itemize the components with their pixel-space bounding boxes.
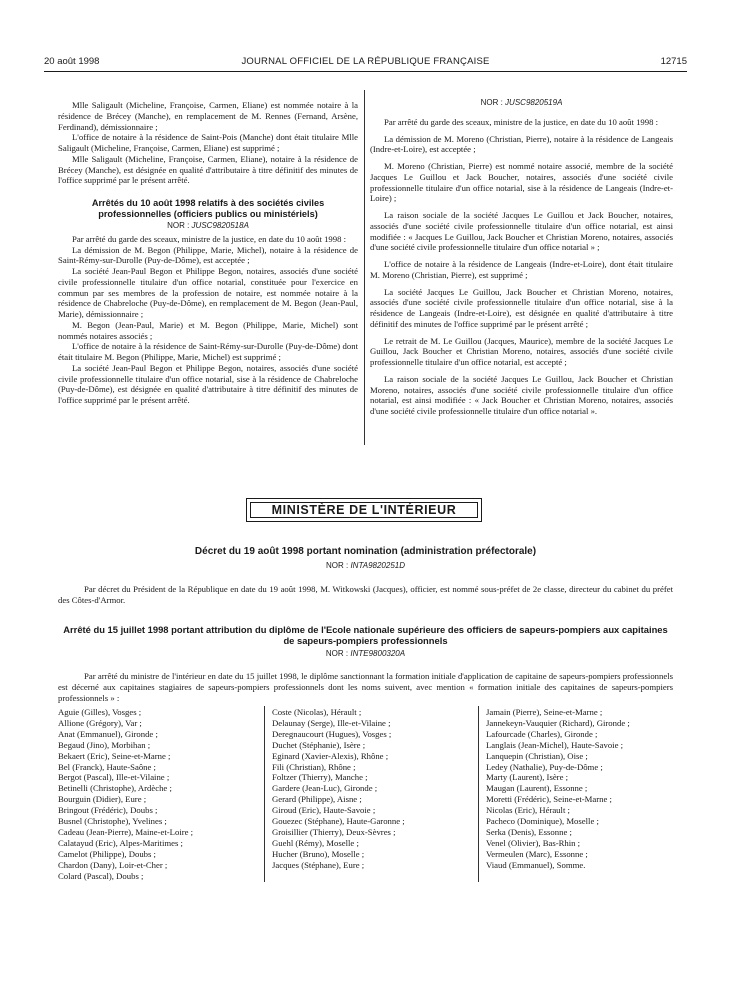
nor-code: JUSC9820518A: [191, 221, 249, 230]
paragraph: Mlle Saligault (Micheline, Françoise, Carmen, Eliane), notaire à la résidence de Brécey (Manche), est désignée en qualité d'attributaire à titre définitif des minutes de l'office supprimé par le présent arrêté.: [58, 153, 358, 186]
list-item: Giroud (Eric), Haute-Savoie ;: [272, 805, 376, 816]
paragraph: M. Moreno (Christian, Pierre) est nommé notaire associé, membre de la société Jacques Le Guillou et Jack Boucher, notaires, associés d'une société civile professionnelle titulaire d'un office notarial, sise à la résidence de Langeais (Indre-et-Loire) ;: [370, 161, 673, 204]
list-item: Anat (Emmanuel), Gironde ;: [58, 728, 158, 739]
list-item: Jannekeyn-Vauquier (Richard), Gironde ;: [486, 717, 630, 728]
header-date: 20 août 1998: [44, 56, 100, 67]
list-item: Jacques (Stéphane), Eure ;: [272, 859, 365, 870]
list-item: Langlais (Jean-Michel), Haute-Savoie ;: [486, 739, 624, 750]
list-item: Betinelli (Christophe), Ardèche ;: [58, 783, 172, 794]
list-item: Marty (Laurent), Isère ;: [486, 772, 569, 783]
nor-code: INTA9820251D: [350, 561, 406, 570]
arrete-text: [58, 671, 673, 704]
paragraph: Par décret du Président de la République en date du 19 août 1998, M. Witkowski (Jacques), officier, est nommé sous-préfet de 2e classe, directeur du cabinet du préfet des Côtes-d'Armor.: [58, 584, 673, 605]
list-item: Gardere (Jean-Luc), Gironde ;: [272, 783, 378, 794]
list-item: Moretti (Frédéric), Seine-et-Marne ;: [486, 794, 612, 805]
nor-label: NOR :: [325, 561, 349, 570]
list-item: Lanquepin (Christian), Oise ;: [486, 750, 588, 761]
list-item: Nicolas (Eric), Hérault ;: [486, 805, 570, 816]
journal-title: JOURNAL OFFICIEL DE LA RÉPUBLIQUE FRANÇAISE: [241, 56, 490, 67]
nor-label: NOR :: [480, 98, 503, 107]
list-item: Deregnaucourt (Hugues), Vosges ;: [272, 728, 392, 739]
list-item: Bergot (Pascal), Ille-et-Vilaine ;: [58, 772, 170, 783]
list-item: Jamain (Pierre), Seine-et-Marne ;: [486, 707, 603, 717]
list-item: Guehl (Rémy), Moselle ;: [272, 837, 359, 848]
list-item: Colard (Pascal), Doubs ;: [58, 870, 144, 881]
list-item: Aguie (Gilles), Vosges ;: [58, 707, 142, 717]
list-item: Bringout (Frédéric), Doubs ;: [58, 805, 158, 816]
list-item: Vermeulen (Marc), Essonne ;: [486, 848, 588, 859]
names-column-1: [58, 707, 248, 882]
names-divider: [478, 706, 479, 882]
list-item: Duchet (Stéphanie), Isère ;: [272, 739, 366, 750]
list-item: Camelot (Philippe), Doubs ;: [58, 848, 156, 859]
paragraph: Par arrêté du garde des sceaux, ministre de la justice, en date du 10 août 1998 :: [384, 116, 659, 127]
section-title: Arrêtés du 10 août 1998 relatifs à des sociétés civiles professionnelles (officiers publics ou ministériels): [91, 198, 325, 219]
page-number: 12715: [660, 56, 687, 67]
names-column-2: [272, 707, 462, 871]
paragraph: L'office de notaire à la résidence de Langeais (Indre-et-Loire), dont était titulaire M. Moreno (Christian, Pierre), est supprimé ;: [370, 259, 673, 280]
list-item: Bekaert (Eric), Seine-et-Marne ;: [58, 750, 171, 761]
names-column-3: [486, 707, 676, 871]
list-item: Cadeau (Jean-Pierre), Maine-et-Loire ;: [58, 826, 194, 837]
list-item: Pacheco (Dominique), Moselle ;: [486, 816, 599, 827]
paragraph: La raison sociale de la société Jacques Le Guillou, Jack Boucher et Christian Moreno, notaires, associés d'une société civile professionnelle titulaire d'un office notarial, est ainsi modifiée : « Jack Boucher et Christian Moreno, notaires, associés d'une société civile professionnelle titulaire d'un office notarial ».: [370, 373, 673, 416]
page-header: [44, 56, 687, 70]
paragraph: La société Jean-Paul Begon et Philippe Begon, notaires, associés d'une société civile professionnelle titulaire d'un office notarial, sise à la résidence de Chabreloche (Puy-de-Dôme), est désignée en qualité d'attributaire à titre définitif des minutes de l'office supprimé par le présent arrêté.: [58, 362, 358, 405]
paragraph: Le retrait de M. Le Guillou (Jacques, Maurice), membre de la société Jacques Le Guillou, Jack Boucher et Christian Moreno, notaires, associés d'une société civile professionnelle titulaire d'un office notarial, est accepté ;: [370, 335, 673, 367]
decret-title: Décret du 19 août 1998 portant nomination (administration préfectorale): [194, 546, 537, 557]
list-item: Busnel (Christophe), Yvelines ;: [58, 816, 167, 827]
list-item: Hucher (Bruno), Moselle ;: [272, 848, 365, 859]
list-item: Allione (Grégory), Var ;: [58, 717, 142, 728]
nor-reference: [58, 221, 358, 232]
list-item: Ledey (Nathalie), Puy-de-Dôme ;: [486, 761, 603, 772]
list-item: Viaud (Emmanuel), Somme.: [486, 859, 586, 870]
left-column: [58, 100, 358, 406]
nor-label: NOR :: [167, 221, 190, 230]
list-item: Serka (Denis), Essonne ;: [486, 826, 572, 837]
list-item: Foltzer (Thierry), Manche ;: [272, 772, 368, 783]
paragraph: Par arrêté du ministre de l'intérieur en date du 15 juillet 1998, le diplôme sanctionnant la formation initiale d'application de capitaine de sapeurs-pompiers professionnels est décerné aux capitaines stagiaires de sapeurs-pompiers professionnels dont les noms suivent, avec mention « formation initiale des capitaines de sapeurs-pompiers professionnels » :: [58, 671, 673, 703]
right-column: [370, 97, 673, 423]
ministry-title: MINISTÈRE DE L'INTÉRIEUR: [250, 502, 478, 518]
paragraph: M. Begon (Jean-Paul, Marie) et M. Begon (Philippe, Marie, Michel) sont nommés notaires associés ;: [58, 319, 358, 341]
nor-reference: [58, 561, 673, 570]
decret-text: [58, 584, 673, 606]
list-item: Delaunay (Serge), Ille-et-Vilaine ;: [272, 717, 391, 728]
list-item: Calatayud (Eric), Alpes-Maritimes ;: [58, 837, 183, 848]
nor-code: JUSC9820519A: [505, 98, 563, 107]
list-item: Maugan (Laurent), Essonne ;: [486, 783, 588, 794]
paragraph: L'office de notaire à la résidence de Saint-Rémy-sur-Durolle (Puy-de-Dôme) dont était titulaire M. Begon (Philippe, Marie, Michel) est supprimé ;: [58, 341, 358, 362]
list-item: Eginard (Xavier-Alexis), Rhône ;: [272, 750, 389, 761]
list-item: Venel (Olivier), Bas-Rhin ;: [486, 837, 581, 848]
paragraph: La raison sociale de la société Jacques Le Guillou et Jack Boucher, notaires, associés d'une société civile professionnelle titulaire d'un office notarial, est ainsi modifiée : « Jacques Le Guillou, Jack Boucher et Christian Moreno, notaires, associés d'une société civile professionnelle titulaire d'un office notarial » ;: [370, 210, 673, 253]
paragraph: La démission de M. Moreno (Christian, Pierre), notaire à la résidence de Langeais (Indre-et-Loire), est acceptée ;: [370, 133, 673, 155]
list-item: Bourguin (Didier), Eure ;: [58, 794, 147, 805]
paragraph: La société Jacques Le Guillou, Jack Boucher et Christian Moreno, notaires, associés d'une société civile professionnelle titulaire d'un office notarial, sise à la résidence de Langeais (Indre-et-Loire), est désignée en qualité d'attributaire à titre définitif des minutes de l'office supprimé par le présent arrêté ;: [370, 286, 673, 329]
nor-reference: [58, 649, 673, 658]
nor-code: INTE9800320A: [350, 649, 406, 658]
ministry-heading-box: [246, 498, 482, 522]
list-item: Fili (Christian), Rhône ;: [272, 761, 356, 772]
list-item: Begaud (Jino), Morbihan ;: [58, 739, 151, 750]
paragraph: L'office de notaire à la résidence de Saint-Pois (Manche) dont était titulaire Mlle Saligault (Micheline, Françoise, Carmen, Eliane) est supprimé ;: [58, 132, 358, 153]
list-item: Groisillier (Thierry), Deux-Sèvres ;: [272, 826, 396, 837]
nor-label: NOR :: [325, 649, 349, 658]
list-item: Gerard (Philippe), Aisne ;: [272, 794, 362, 805]
paragraph: La société Jean-Paul Begon et Philippe Begon, notaires, associés d'une société civile professionnelle titulaire d'un office notarial, constituée pour l'exercice en commun par ses membres de la profession de notaire, est nommée notaire à la résidence de Chabreloche (Puy-de-Dôme), en remplacement de M. Begon (Jean-Paul, Marie), démissionnaire ;: [58, 266, 358, 319]
list-item: Chardon (Dany), Loir-et-Cher ;: [58, 859, 168, 870]
names-divider: [264, 706, 265, 882]
paragraph: Par arrêté du garde des sceaux, ministre de la justice, en date du 10 août 1998 :: [72, 233, 347, 244]
header-rule: [44, 71, 687, 72]
list-item: Coste (Nicolas), Hérault ;: [272, 707, 362, 717]
list-item: Bel (Franck), Haute-Saône ;: [58, 761, 156, 772]
column-divider: [364, 90, 365, 445]
paragraph: Mlle Saligault (Micheline, Françoise, Carmen, Eliane) est nommée notaire à la résidence de Brécey (Manche), en remplacement de M. Rennes (Fernand, Arsène, Ferdinand), démissionnaire ;: [58, 100, 358, 132]
list-item: Lafourcade (Charles), Gironde ;: [486, 728, 598, 739]
nor-reference: [370, 98, 673, 109]
paragraph: La démission de M. Begon (Philippe, Marie, Michel), notaire à la résidence de Saint-Rémy-sur-Durolle (Puy-de-Dôme), est acceptée ;: [58, 244, 358, 266]
arrete-title: Arrêté du 15 juillet 1998 portant attribution du diplôme de l'Ecole nationale supérieure des officiers de sapeurs-pompiers aux capitaines de sapeurs-pompiers professionnels: [63, 624, 668, 646]
list-item: Gouezec (Stéphane), Haute-Garonne ;: [272, 816, 405, 827]
